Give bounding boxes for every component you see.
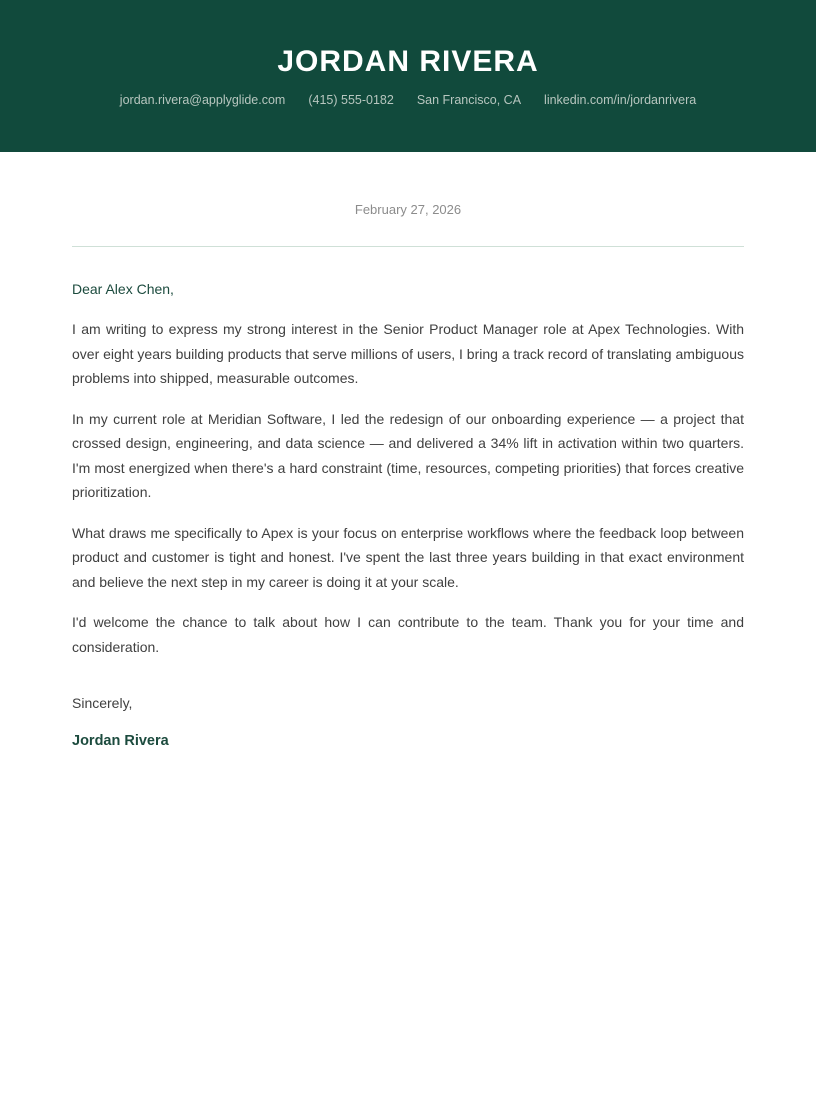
contact-row [120, 93, 696, 108]
contact-phone: (415) 555-0182 [308, 92, 394, 107]
date-divider [72, 246, 744, 247]
paragraph: In my current role at Meridian Software, I led the redesign of our onboarding experience — a project that crossed design, engineering, and data science — and delivered a 34% lift in activation within two quarters. I'm most energized when there's a hard constraint (time, resources, competing priorities) that forces creative prioritization. [72, 410, 744, 500]
signature: Jordan Rivera [72, 733, 169, 749]
closing: Sincerely, [72, 695, 133, 711]
applicant-name: JORDAN RIVERA [277, 44, 539, 78]
paragraph: What draws me specifically to Apex is your focus on enterprise workflows where the feedback loop between product and customer is tight and honest. I've spent the last three years building in that exact environment and believe the next step in my career is doing it at your scale. [72, 524, 744, 590]
paragraph: I am writing to express my strong interest in the Senior Product Manager role at Apex Technologies. With over eight years building products that serve millions of users, I bring a track record of translating ambiguous problems into shipped, measurable outcomes. [72, 321, 744, 386]
contact-linkedin: linkedin.com/in/jordanrivera [544, 92, 697, 107]
letter-header [0, 0, 816, 152]
greeting: Dear Alex Chen, [72, 281, 174, 297]
letter-body [0, 202, 816, 753]
contact-email: jordan.rivera@applyglide.com [119, 92, 286, 107]
letter-date: February 27, 2026 [354, 202, 462, 217]
contact-location: San Francisco, CA [416, 92, 522, 107]
paragraph: I'd welcome the chance to talk about how I can contribute to the team. Thank you for your time and consideration. [72, 614, 744, 655]
